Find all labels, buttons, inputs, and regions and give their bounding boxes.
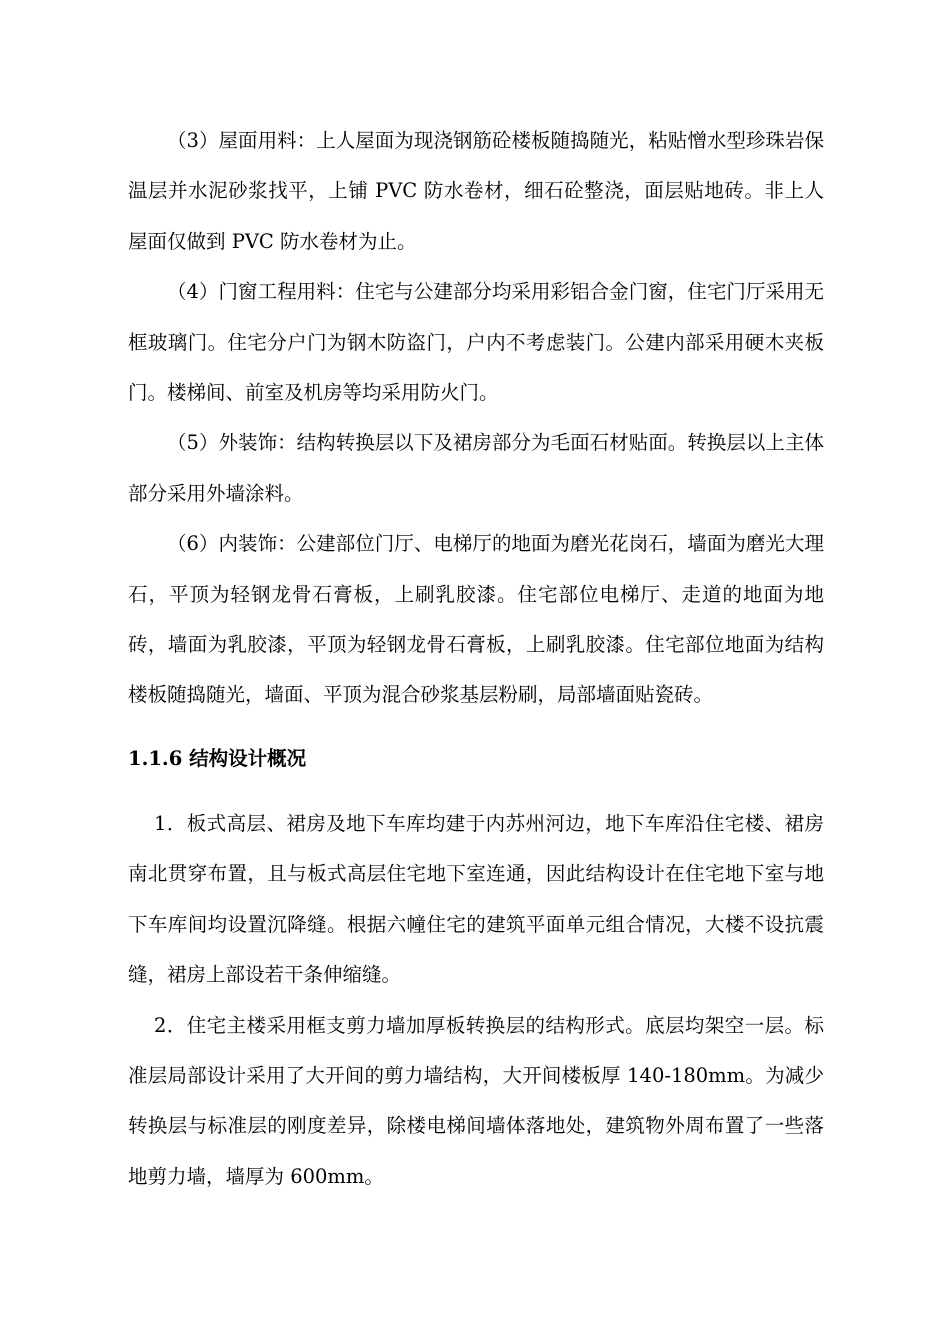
paragraph-exterior-finish: （5）外装饰：结构转换层以下及裙房部分为毛面石材贴面。转换层以上主体部分采用外墙涂料。 [128,431,824,505]
paragraph-doors-windows: （4）门窗工程用料：住宅与公建部分均采用彩铝合金门窗，住宅门厅采用无框玻璃门。住宅分户门为钢木防盗门，户内不考虑装门。公建内部采用硬木夹板门。楼梯间、前室及机房等均采用防火门。 [128,280,824,405]
document-body [128,116,824,1202]
paragraph-structure-1: 1．板式高层、裙房及地下车库均建于内苏州河边，地下车库沿住宅楼、裙房南北贯穿布置，且与板式高层住宅地下室连通，因此结构设计在住宅地下室与地下车库间均设置沉降缝。根据六幢住宅的建筑平面单元组合情况，大楼不设抗震缝，裙房上部设若干条伸缩缝。 [128,811,824,987]
paragraph-interior-finish: （6）内装饰：公建部位门厅、电梯厅的地面为磨光花岗石，墙面为磨光大理石，平顶为轻钢龙骨石膏板，上刷乳胶漆。住宅部位电梯厅、走道的地面为地砖，墙面为乳胶漆，平顶为轻钢龙骨石膏板，上刷乳胶漆。住宅部位地面为结构楼板随捣随光，墙面、平顶为混合砂浆基层粉刷，局部墙面贴瓷砖。 [128,532,824,707]
paragraph-structure-2: 2．住宅主楼采用框支剪力墙加厚板转换层的结构形式。底层均架空一层。标准层局部设计采用了大开间的剪力墙结构，大开间楼板厚 140-180mm。为减少转换层与标准层的刚度差异，除楼电梯间墙体落地处，建筑物外周布置了一些落地剪力墙，墙厚为 600mm。 [128,1013,824,1188]
paragraph-roof-materials: （3）屋面用料：上人屋面为现浇钢筋砼楼板随捣随光，粘贴憎水型珍珠岩保温层并水泥砂浆找平，上铺 PVC 防水卷材，细石砼整浇，面层贴地砖。非上人屋面仅做到 PVC 防水卷材为止。 [128,129,824,253]
section-heading: 1.1.6 结构设计概况 [128,746,307,770]
